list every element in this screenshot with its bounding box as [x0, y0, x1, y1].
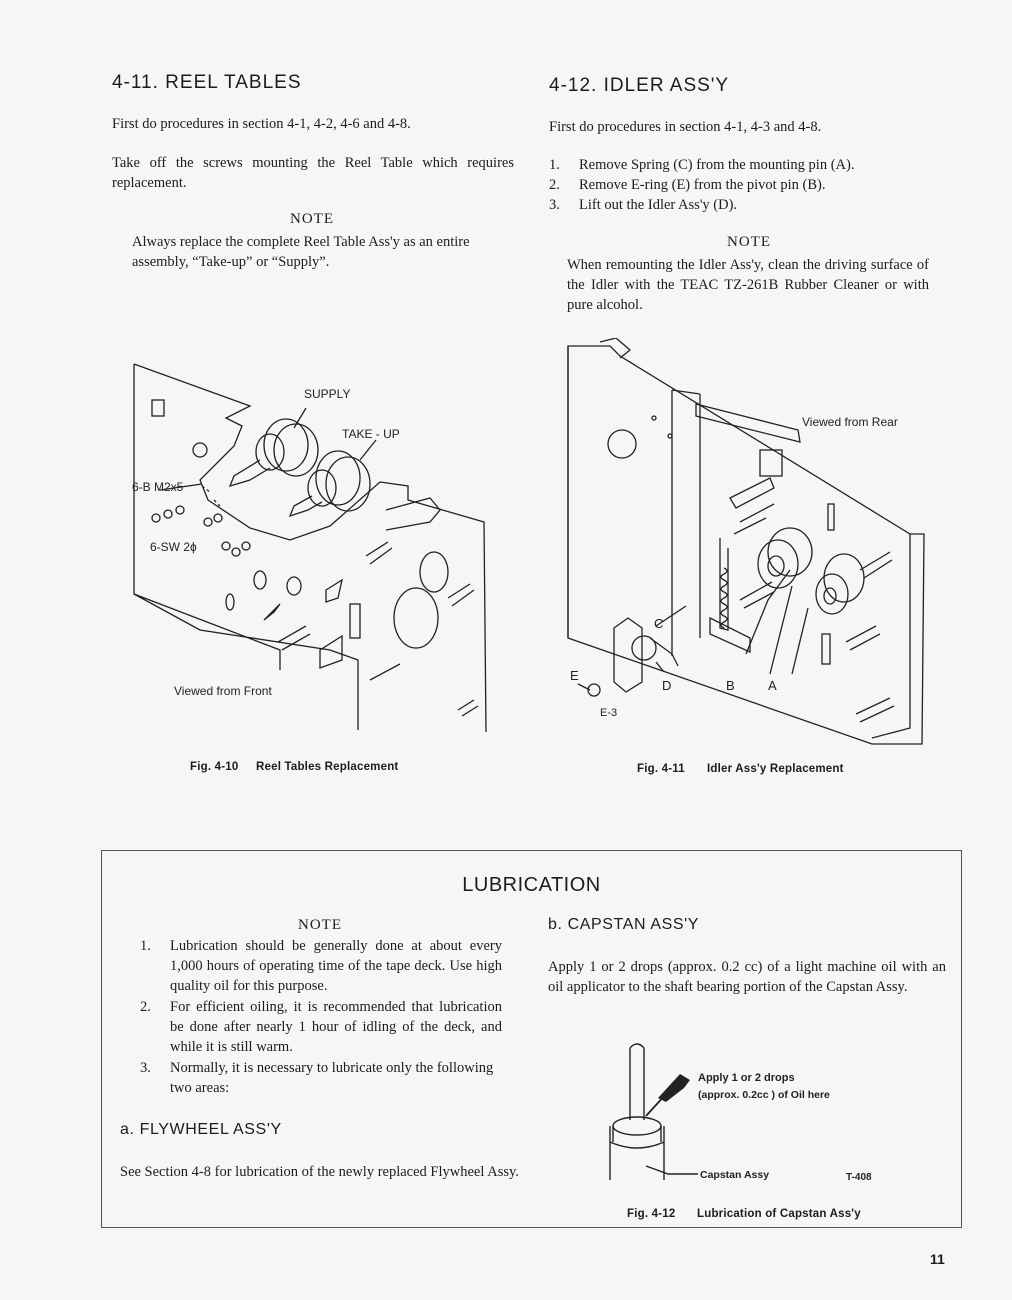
fig-4-12-caption: [627, 1208, 861, 1220]
capstan-figure: [600, 1036, 900, 1186]
fig-4-11-caption: [637, 763, 844, 775]
fig-4-12-number: Fig. 4-12: [627, 1208, 676, 1220]
idler-note-text: When remounting the Idler Ass'y, clean the driving surface of the Idler with the TEAC TZ-261B Rubber Cleaner or with pure alcohol.: [567, 257, 929, 313]
fig-4-11-title: Idler Ass'y Replacement: [707, 763, 844, 775]
label-c: C: [654, 616, 664, 631]
label-t408: T-408: [846, 1172, 872, 1183]
fig-4-12-title: Lubrication of Capstan Ass'y: [697, 1208, 861, 1220]
idler-steps: [549, 155, 949, 215]
idler-note-title: NOTE: [727, 234, 771, 250]
fig-4-11-number: Fig. 4-11: [637, 763, 685, 775]
capstan-heading: b. CAPSTAN ASS'Y: [548, 916, 700, 933]
page-number: 11: [930, 1251, 945, 1267]
fig-4-10-title: Reel Tables Replacement: [256, 761, 399, 773]
reel-tables-intro: First do procedures in section 4-1, 4-2, 4-6 and 4-8.: [112, 116, 411, 132]
lubrication-note-title: NOTE: [298, 917, 342, 933]
label-screw-sw: 6-SW 2ϕ: [150, 540, 197, 554]
label-e: E: [570, 668, 579, 683]
apply-oil-line1: Apply 1 or 2 drops: [698, 1072, 795, 1084]
capstan-text: Apply 1 or 2 drops (approx. 0.2 cc) of a light machine oil with an oil applicator to the shaft bearing portion of the Capstan Assy.: [548, 959, 946, 995]
flywheel-text: See Section 4-8 for lubrication of the newly replaced Flywheel Assy.: [120, 1164, 519, 1180]
label-capstan-assy: Capstan Assy: [700, 1169, 770, 1181]
reel-note-title: NOTE: [290, 211, 334, 227]
label-b: B: [726, 678, 735, 693]
flywheel-heading: a. FLYWHEEL ASS'Y: [120, 1121, 282, 1138]
reel-note-text: Always replace the complete Reel Table Ass'y as an entire assembly, “Take-up” or “Supply”.: [132, 234, 470, 270]
label-e3: E-3: [600, 707, 618, 719]
reel-tables-instructions: Take off the screws mounting the Reel Table which requires replacement.: [112, 155, 514, 191]
reel-tables-figure: [130, 350, 495, 735]
apply-oil-line2: (approx. 0.2cc ) of Oil here: [698, 1089, 830, 1101]
idler-figure: [560, 338, 945, 748]
label-d: D: [662, 678, 672, 693]
label-screw-b: 6-B M2x5: [132, 480, 184, 494]
label-a: A: [768, 678, 777, 693]
lubrication-note-item: 2. For efficient oiling, it is recommended that lubrication be done after nearly 1 hour of idling of the deck, and while it is still warm.: [140, 999, 502, 1055]
idler-step: 1. Remove Spring (C) from the mounting pin (A).: [549, 157, 855, 173]
lubrication-heading: LUBRICATION: [462, 874, 601, 896]
lubrication-notes: [140, 936, 502, 1098]
lubrication-note-item: 1. Lubrication should be generally done at about every 1,000 hours of operating time of the tape deck. Use high quality oil for this purpose.: [140, 938, 502, 994]
idler-intro: First do procedures in section 4-1, 4-3 and 4-8.: [549, 119, 822, 135]
lubrication-note-item: 3. Normally, it is necessary to lubricate only the following two areas:: [140, 1060, 494, 1096]
fig-4-10-number: Fig. 4-10: [190, 761, 239, 773]
idler-step: 3. Lift out the Idler Ass'y (D).: [549, 197, 738, 213]
fig-4-10-caption: [190, 761, 398, 773]
reel-tables-heading: 4-11. REEL TABLES: [112, 72, 302, 93]
idler-heading: 4-12. IDLER ASS'Y: [549, 75, 730, 96]
label-supply: SUPPLY: [304, 387, 351, 401]
idler-step: 2. Remove E-ring (E) from the pivot pin (B).: [549, 177, 826, 193]
label-viewed-front: Viewed from Front: [174, 684, 272, 698]
label-take-up: TAKE - UP: [342, 427, 400, 441]
label-viewed-rear: Viewed from Rear: [802, 415, 898, 429]
